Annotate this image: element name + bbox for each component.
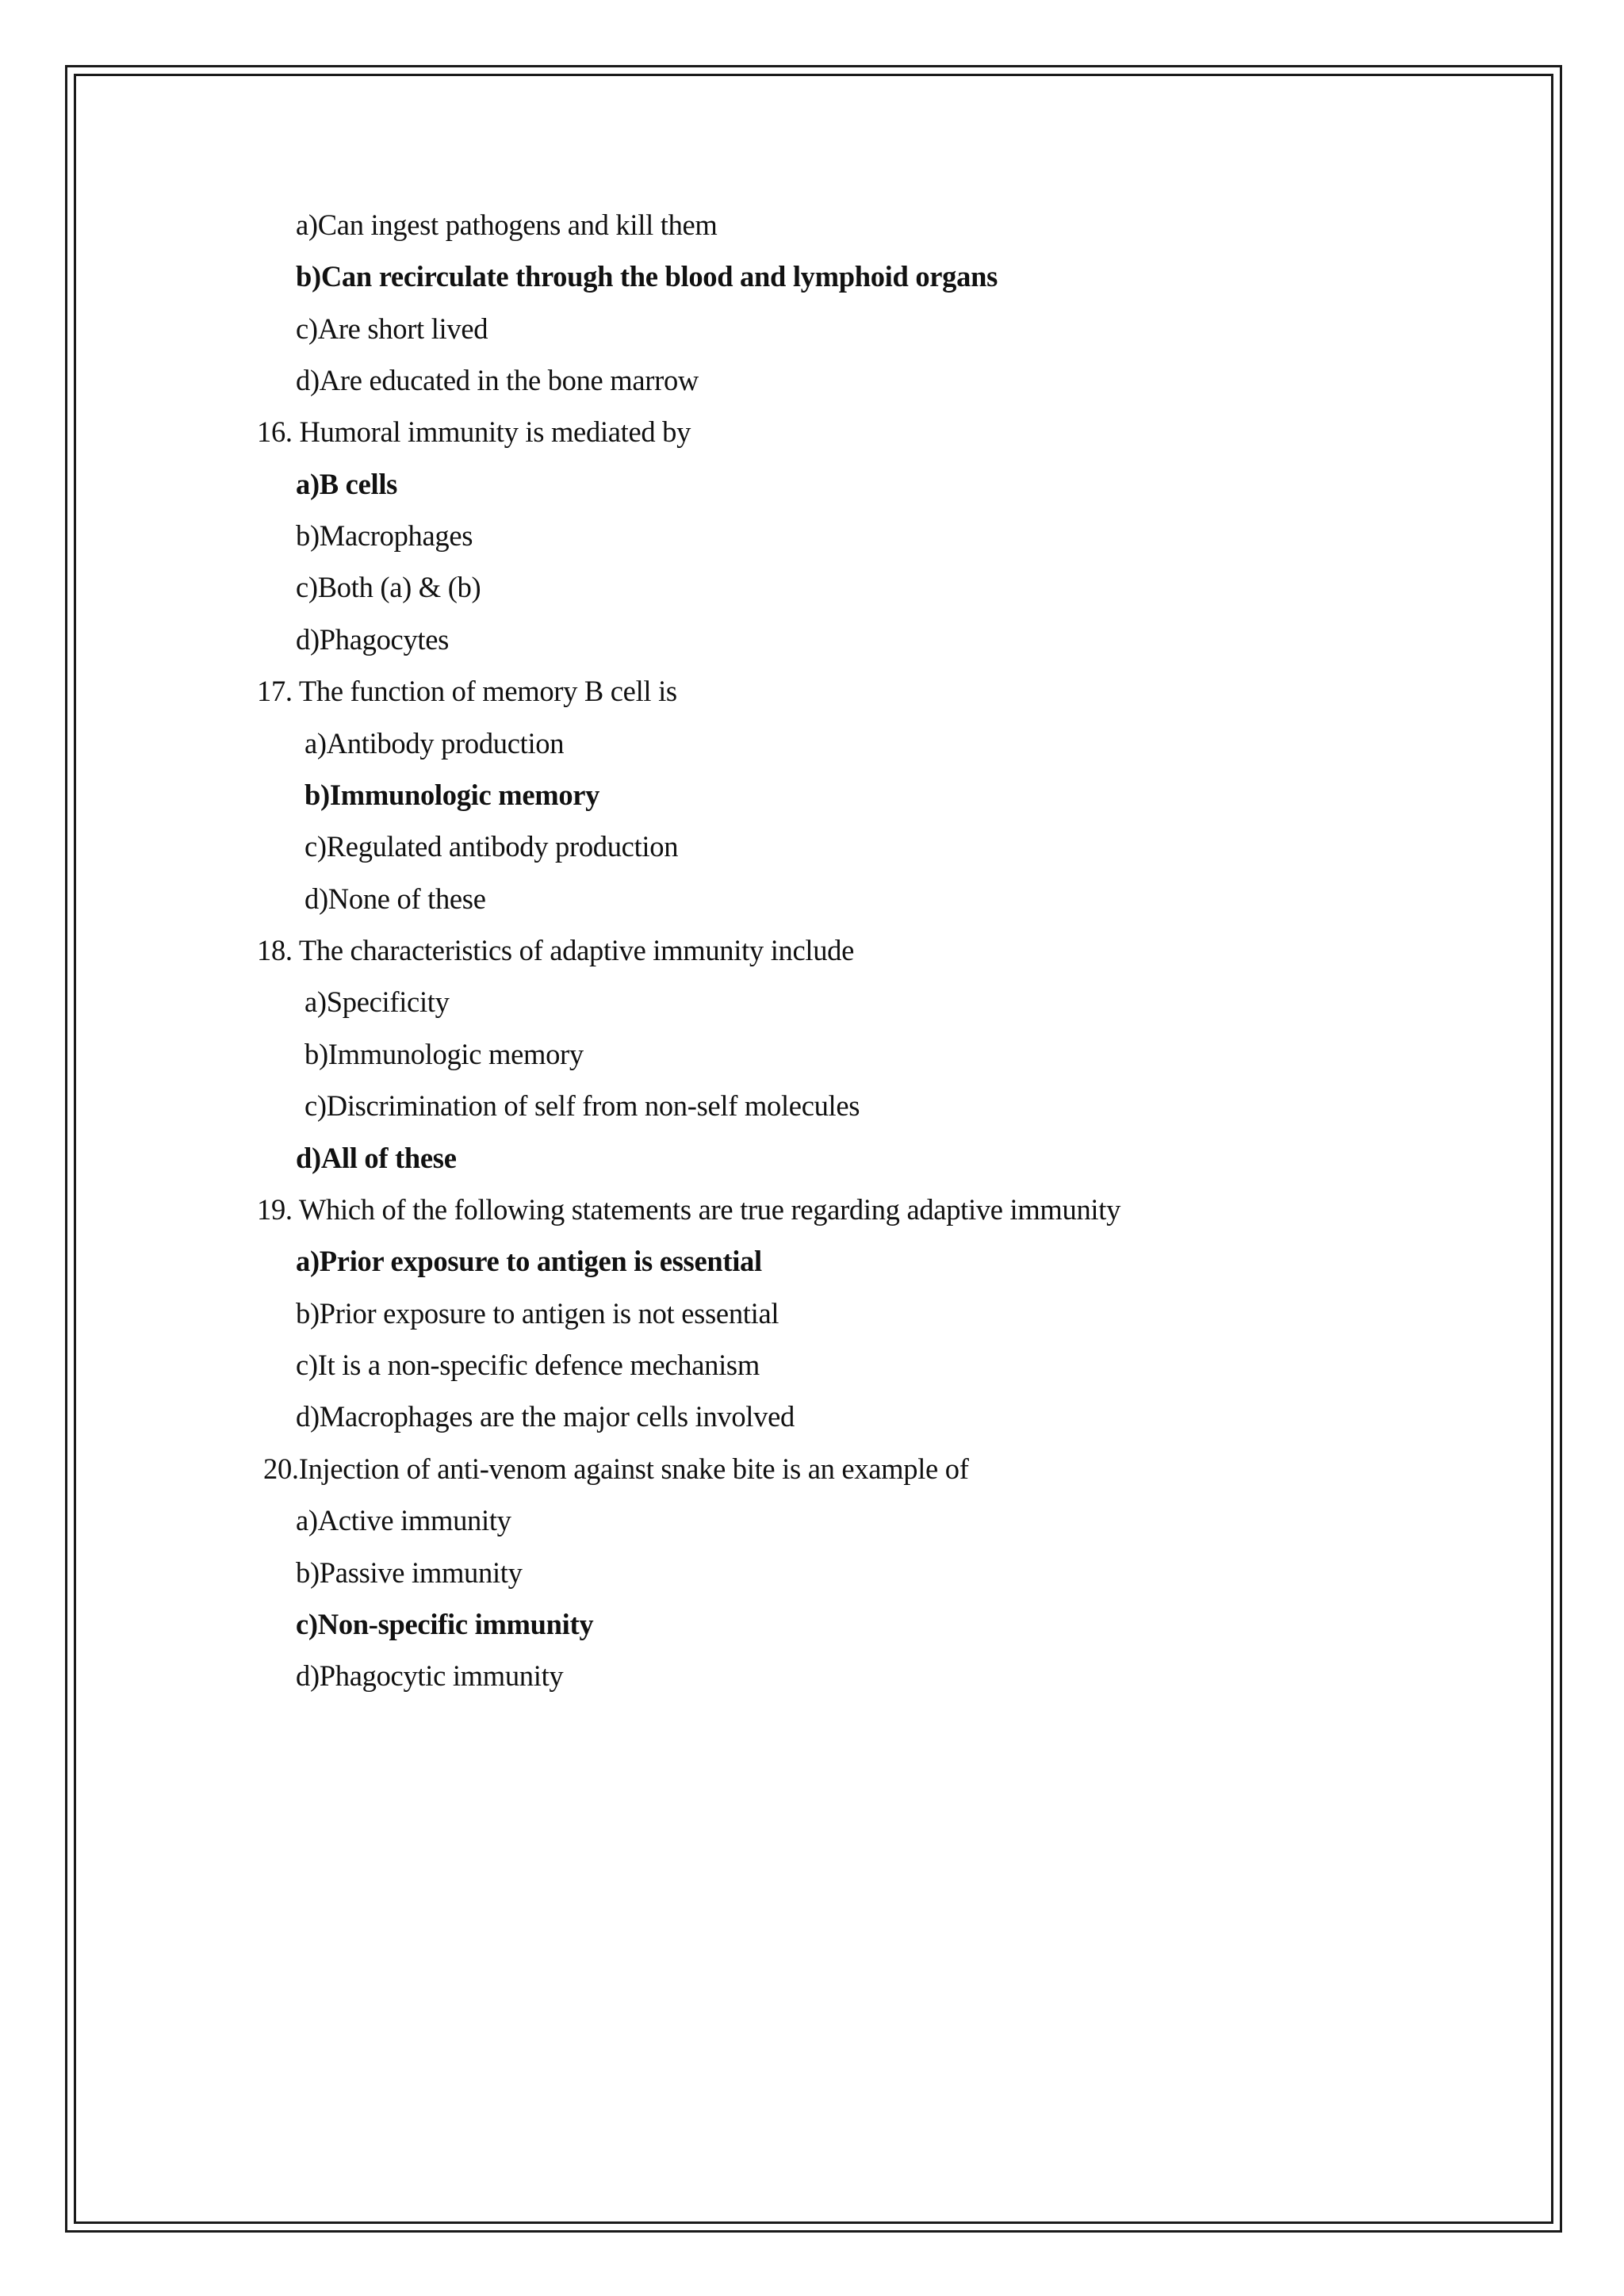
q17-question: 17. The function of memory B cell is	[257, 675, 677, 707]
q19-option-d: d)Macrophages are the major cells involved	[296, 1400, 795, 1433]
q16-option-b: b)Macrophages	[296, 519, 473, 552]
q20-option-c-answer: c)Non-specific immunity	[296, 1608, 594, 1640]
q20-option-d: d)Phagocytic immunity	[296, 1659, 564, 1692]
q20-option-a: a)Active immunity	[296, 1504, 511, 1536]
q17-option-a: a)Antibody production	[304, 727, 565, 760]
q16-question: 16. Humoral immunity is mediated by	[257, 415, 691, 448]
q18-option-b: b)Immunologic memory	[304, 1038, 584, 1070]
q16-option-d: d)Phagocytes	[296, 623, 450, 656]
q18-option-d-answer: d)All of these	[296, 1142, 457, 1174]
q16-option-c: c)Both (a) & (b)	[296, 571, 481, 603]
q18-question: 18. The characteristics of adaptive immunity include	[257, 934, 855, 966]
q15-option-c: c)Are short lived	[296, 312, 488, 345]
q16-option-a-answer: a)B cells	[296, 468, 398, 500]
q20-option-b: b)Passive immunity	[296, 1556, 523, 1589]
q17-option-b-answer: b)Immunologic memory	[304, 779, 600, 811]
q19-option-a-answer: a)Prior exposure to antigen is essential	[296, 1245, 762, 1277]
q19-option-b: b)Prior exposure to antigen is not essential	[296, 1297, 779, 1330]
q15-option-b-answer: b)Can recirculate through the blood and lymphoid organs	[296, 260, 998, 293]
q15-option-d: d)Are educated in the bone marrow	[296, 364, 699, 396]
q19-question: 19. Which of the following statements are true regarding adaptive immunity	[257, 1193, 1121, 1226]
q18-option-a: a)Specificity	[304, 985, 450, 1018]
q20-question: 20.Injection of anti-venom against snake bite is an example of	[263, 1452, 969, 1485]
q17-option-c: c)Regulated antibody production	[304, 830, 679, 863]
q18-option-c: c)Discrimination of self from non-self molecules	[304, 1089, 860, 1122]
q19-option-c: c)It is a non-specific defence mechanism	[296, 1349, 760, 1381]
q15-option-a: a)Can ingest pathogens and kill them	[296, 209, 718, 241]
q17-option-d: d)None of these	[304, 882, 486, 915]
